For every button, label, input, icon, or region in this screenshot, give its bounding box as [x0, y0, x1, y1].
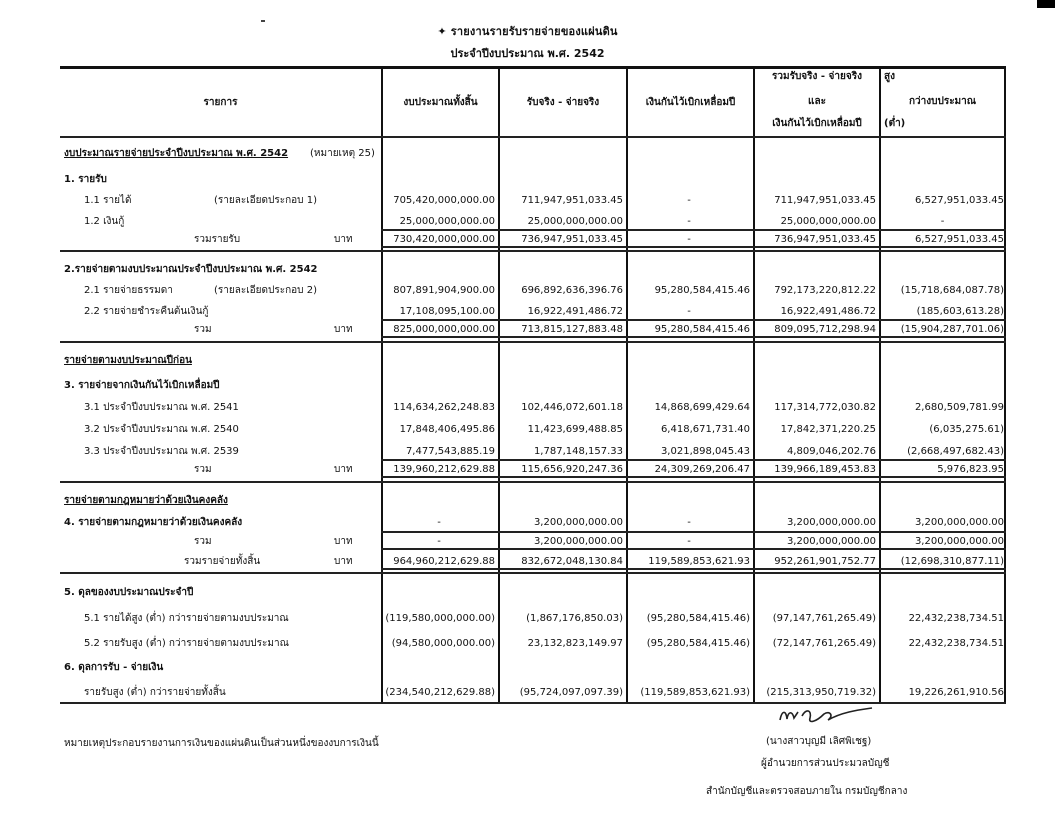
row-label: รวม: [194, 464, 212, 475]
cell-variance: (6,035,275.61): [929, 424, 1004, 435]
cell-budget: -: [437, 517, 441, 528]
cell-reserve: -: [687, 306, 691, 317]
cell-budget: 825,000,000,000.00: [393, 324, 495, 335]
table-row: [60, 172, 1006, 187]
row-label: รายจ่ายตามงบประมาณปีก่อน: [64, 355, 192, 366]
cell-actual: 736,947,951,033.45: [521, 234, 623, 245]
table-row: [60, 585, 1006, 600]
table-row: [60, 353, 1006, 368]
header-combined-line1: รวมรับจริง - จ่ายจริง: [772, 71, 862, 82]
cell-actual: 3,200,000,000.00: [533, 536, 623, 547]
row-label: 1. รายรับ: [64, 174, 107, 185]
cell-budget: (119,580,000,000.00): [385, 613, 495, 624]
table-row: [60, 146, 1006, 161]
cell-combined: 711,947,951,033.45: [774, 195, 876, 206]
header-items: รายการ: [203, 97, 238, 108]
cell-variance: 3,200,000,000.00: [914, 517, 1004, 528]
row-label: 3.3 ประจำปีงบประมาณ พ.ศ. 2539: [84, 446, 239, 457]
cell-reserve: -: [687, 517, 691, 528]
cell-variance: 22,432,238,734.51: [908, 613, 1004, 624]
report-title-text: รายงานรายรับรายจ่ายของแผ่นดิน: [450, 25, 618, 38]
cell-combined: 117,314,772,030.82: [774, 402, 876, 413]
table-row: [60, 193, 1006, 208]
cell-reserve: 14,868,699,429.64: [654, 402, 750, 413]
table-rule: [381, 568, 1006, 570]
cell-reserve: 6,418,671,731.40: [660, 424, 750, 435]
cell-budget: 139,960,212,629.88: [393, 464, 495, 475]
table-row: [60, 214, 1006, 229]
row-label: 1.2 เงินกู้: [84, 216, 125, 227]
cell-combined: 736,947,951,033.45: [774, 234, 876, 245]
row-label: งบประมาณรายจ่ายประจำปีงบประมาณ พ.ศ. 2542: [64, 148, 289, 159]
cell-variance: 6,527,951,033.45: [914, 234, 1004, 245]
table-rule: [60, 572, 1006, 574]
star-bullet-icon: ✦: [437, 25, 451, 38]
cell-variance: 6,527,951,033.45: [914, 195, 1004, 206]
row-unit: บาท: [334, 536, 353, 547]
cell-budget: 17,108,095,100.00: [399, 306, 495, 317]
table-row: [60, 636, 1006, 651]
row-label: รายรับสูง (ต่ำ) กว่ารายจ่ายทั้งสิ้น: [84, 687, 226, 698]
cell-variance: 22,432,238,734.51: [908, 638, 1004, 649]
header-reserve: เงินกันไว้เบิกเหลื่อมปี: [645, 97, 736, 108]
table-row: [60, 515, 1006, 530]
cell-variance: (15,718,684,087.78): [900, 285, 1004, 296]
row-unit: บาท: [334, 234, 353, 245]
table-rule: [60, 341, 1006, 343]
cell-reserve: 95,280,584,415.46: [654, 285, 750, 296]
cell-budget: 17,848,406,495.86: [399, 424, 495, 435]
table-rule: [381, 548, 1006, 550]
table-rule: [60, 481, 1006, 483]
cell-combined: 952,261,901,752.77: [774, 556, 876, 567]
cell-combined: 139,966,189,453.83: [774, 464, 876, 475]
row-label: 5.1 รายได้สูง (ต่ำ) กว่ารายจ่ายตามงบประมาณ: [84, 613, 289, 624]
cell-actual: 1,787,148,157.33: [533, 446, 623, 457]
cell-variance: (185,603,613.28): [916, 306, 1004, 317]
table-row: [60, 322, 1006, 337]
cell-actual: 23,132,823,149.97: [527, 638, 623, 649]
cell-actual: 696,892,636,396.76: [521, 285, 623, 296]
cell-reserve: (95,280,584,415.46): [646, 613, 750, 624]
cell-actual: (95,724,097,097.39): [519, 687, 623, 698]
cell-reserve: -: [687, 195, 691, 206]
cell-actual: 115,656,920,247.36: [521, 464, 623, 475]
cell-variance: 19,226,261,910.56: [908, 687, 1004, 698]
header-budget: งบประมาณทั้งสิ้น: [403, 97, 478, 108]
cell-reserve: (119,589,853,621.93): [640, 687, 750, 698]
header-variance-line2: กว่างบประมาณ: [908, 96, 977, 107]
row-label: รวม: [194, 536, 212, 547]
row-label: 5. ดุลของงบประมาณประจำปี: [64, 587, 194, 598]
row-label: 4. รายจ่ายตามกฎหมายว่าด้วยเงินคงคลัง: [64, 517, 243, 528]
row-label: 2.1 รายจ่ายธรรมดา: [84, 285, 173, 296]
cell-budget: 705,420,000,000.00: [393, 195, 495, 206]
cell-actual: 102,446,072,601.18: [521, 402, 623, 413]
header-combined-line3: เงินกันไว้เบิกเหลื่อมปี: [772, 118, 862, 129]
table-row: [60, 283, 1006, 298]
report-table: [60, 66, 1006, 704]
table-row: [60, 232, 1006, 247]
cell-combined: 792,173,220,812.22: [774, 285, 876, 296]
cell-reserve: -: [687, 216, 691, 227]
header-variance-line1: สูง: [884, 71, 895, 82]
table-row: [60, 611, 1006, 626]
table-row: [60, 462, 1006, 477]
row-label: 2.2 รายจ่ายชำระคืนต้นเงินกู้: [84, 306, 209, 317]
cell-actual: (1,867,176,850.03): [526, 613, 623, 624]
cell-combined: (97,147,761,265.49): [772, 613, 876, 624]
table-rule: [381, 246, 1006, 248]
header-bottom-rule: [60, 136, 1006, 138]
row-label: รายจ่ายตามกฎหมายว่าด้วยเงินคงคลัง: [64, 495, 228, 506]
cell-actual: 11,423,699,488.85: [527, 424, 623, 435]
table-row: [60, 378, 1006, 393]
cell-reserve: -: [687, 536, 691, 547]
table-row: [60, 685, 1006, 700]
cell-combined: (215,313,950,719.32): [766, 687, 876, 698]
signer-title: ผู้อำนวยการส่วนประมวลบัญชี: [761, 758, 890, 769]
cell-reserve: 95,280,584,415.46: [654, 324, 750, 335]
cell-reserve: (95,280,584,415.46): [646, 638, 750, 649]
table-rule: [381, 229, 1006, 231]
cell-actual: 3,200,000,000.00: [533, 517, 623, 528]
table-row: [60, 262, 1006, 277]
cell-budget: 114,634,262,248.83: [393, 402, 495, 413]
row-reference: (รายละเอียดประกอบ 2): [214, 285, 317, 296]
cell-actual: 832,672,048,130.84: [521, 556, 623, 567]
cell-actual: 713,815,127,883.48: [521, 324, 623, 335]
table-row: [60, 400, 1006, 415]
table-rule: [60, 250, 1006, 252]
cell-reserve: 3,021,898,045.43: [660, 446, 750, 457]
cell-budget: (94,580,000,000.00): [391, 638, 495, 649]
cell-combined: 4,809,046,202.76: [786, 446, 876, 457]
cell-combined: 17,842,371,220.25: [780, 424, 876, 435]
cell-budget: 25,000,000,000.00: [399, 216, 495, 227]
table-rule: [381, 531, 1006, 533]
row-label: 6. ดุลการรับ - จ่ายเงิน: [64, 662, 164, 673]
row-label: 5.2 รายรับสูง (ต่ำ) กว่ารายจ่ายตามงบประมาณ: [84, 638, 289, 649]
corner-mark: [1037, 0, 1055, 8]
table-top-rule: [60, 66, 1006, 69]
table-row: [60, 554, 1006, 569]
cell-budget: 730,420,000,000.00: [393, 234, 495, 245]
table-row: [60, 493, 1006, 508]
cell-variance: (15,904,287,701.06): [900, 324, 1004, 335]
footer-note: หมายเหตุประกอบรายงานการเงินของแผ่นดินเป็นส่วนหนึ่งของงบการเงินนี้: [64, 738, 379, 749]
table-rule: [381, 336, 1006, 338]
cell-combined: 16,922,491,486.72: [780, 306, 876, 317]
row-unit: บาท: [334, 324, 353, 335]
header-combined-line2: และ: [808, 96, 826, 107]
cell-reserve: -: [687, 234, 691, 245]
cell-variance: 2,680,509,781.99: [914, 402, 1004, 413]
row-label: รวมรายรับ: [194, 234, 241, 245]
cell-variance: -: [940, 216, 945, 227]
cell-reserve: 119,589,853,621.93: [648, 556, 750, 567]
cell-combined: 25,000,000,000.00: [780, 216, 876, 227]
signer-name: (นางสาวบุญมี เลิศพิเชฐ): [766, 736, 872, 747]
table-rule: [381, 319, 1006, 321]
cell-budget: 807,891,904,900.00: [393, 285, 495, 296]
cell-budget: 7,477,543,885.19: [405, 446, 495, 457]
cell-actual: 16,922,491,486.72: [527, 306, 623, 317]
signer-office: สำนักบัญชีและตรวจสอบภายใน กรมบัญชีกลาง: [706, 786, 908, 797]
cell-combined: 809,095,712,298.94: [774, 324, 876, 335]
table-row: [60, 444, 1006, 459]
row-label: 3.1 ประจำปีงบประมาณ พ.ศ. 2541: [84, 402, 239, 413]
cell-variance: 5,976,823.95: [937, 464, 1004, 475]
cell-variance: 3,200,000,000.00: [914, 536, 1004, 547]
cell-variance: (12,698,310,877.11): [900, 556, 1004, 567]
table-row: [60, 422, 1006, 437]
table-row: [60, 304, 1006, 319]
cell-reserve: 24,309,269,206.47: [654, 464, 750, 475]
report-title: [0, 22, 1055, 40]
row-label: รวมรายจ่ายทั้งสิ้น: [184, 556, 261, 567]
cell-budget: 964,960,212,629.88: [393, 556, 495, 567]
header-variance-line3: (ต่ำ): [884, 118, 906, 129]
cell-combined: 3,200,000,000.00: [786, 517, 876, 528]
report-subtitle: ประจำปีงบประมาณ พ.ศ. 2542: [450, 47, 605, 60]
row-reference: (หมายเหตุ 25): [310, 148, 375, 159]
table-rule: [381, 476, 1006, 478]
row-label: 3.2 ประจำปีงบประมาณ พ.ศ. 2540: [84, 424, 239, 435]
row-label: 3. รายจ่ายจากเงินกันไว้เบิกเหลื่อมปี: [64, 380, 220, 391]
table-row: [60, 534, 1006, 549]
row-unit: บาท: [334, 464, 353, 475]
row-reference: (รายละเอียดประกอบ 1): [214, 195, 317, 206]
cell-budget: (234,540,212,629.88): [385, 687, 495, 698]
cell-budget: -: [437, 536, 441, 547]
cell-actual: 711,947,951,033.45: [521, 195, 623, 206]
table-row: [60, 660, 1006, 675]
table-rule: [381, 459, 1006, 461]
row-label: 1.1 รายได้: [84, 195, 132, 206]
signature-image: [772, 702, 882, 732]
row-label: 2.รายจ่ายตามงบประมาณประจำปีงบประมาณ พ.ศ. 2542: [64, 264, 318, 275]
cell-combined: (72,147,761,265.49): [772, 638, 876, 649]
cell-variance: (2,668,497,682.43): [907, 446, 1004, 457]
cell-combined: 3,200,000,000.00: [786, 536, 876, 547]
cell-actual: 25,000,000,000.00: [527, 216, 623, 227]
row-label: รวม: [194, 324, 212, 335]
row-unit: บาท: [334, 556, 353, 567]
header-actual: รับจริง - จ่ายจริง: [526, 97, 600, 108]
